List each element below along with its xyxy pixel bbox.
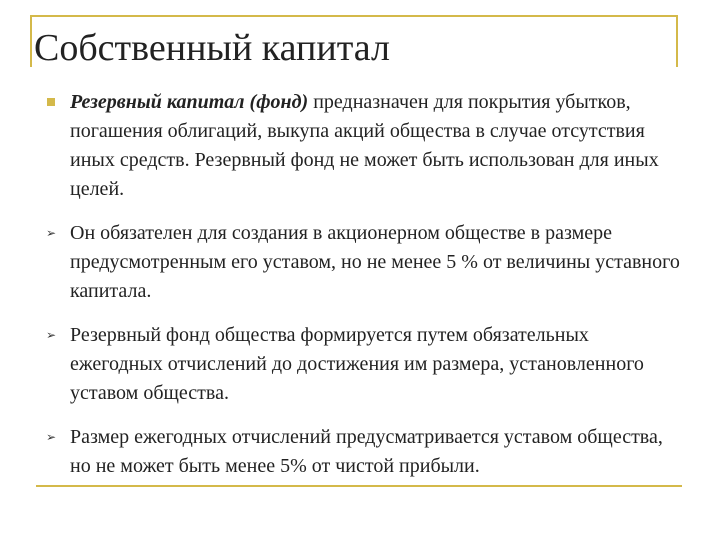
chevron-right-icon: ➢: [46, 328, 57, 342]
bullet-list: [46, 88, 686, 496]
list-item-text: Размер ежегодных отчислений предусматривается уставом общества, но не может быть менее 5% от чистой прибыли.: [70, 426, 663, 477]
chevron-right-icon: ➢: [46, 226, 57, 240]
list-item: [46, 88, 686, 204]
frame-bottom-rule: [36, 485, 682, 487]
list-item-text: Резервный фонд общества формируется путем обязательных ежегодных отчислений до достижения им размера, установленного уставом общества.: [70, 324, 644, 404]
list-item: [46, 219, 686, 306]
frame-top-rule: [30, 15, 676, 17]
chevron-right-icon: ➢: [46, 430, 57, 444]
frame-right-rule: [676, 15, 678, 67]
list-item: [46, 321, 686, 408]
list-item-text: предназначен для покрытия убытков, погашения облигаций, выкупа акций общества в случае отсутствия иных средств. Резервный фонд не может быть использован для иных целей.: [70, 91, 659, 200]
list-item: [46, 423, 686, 481]
slide-title: Собственный капитал: [34, 27, 390, 69]
term-reserve-capital: Резервный капитал (фонд): [70, 91, 309, 113]
frame-left-rule: [30, 15, 32, 67]
list-item-text: Он обязателен для создания в акционерном обществе в размере предусмотренным его уставом, но не менее 5 % от величины уставного капитала.: [70, 222, 680, 302]
square-bullet-icon: [46, 88, 62, 117]
